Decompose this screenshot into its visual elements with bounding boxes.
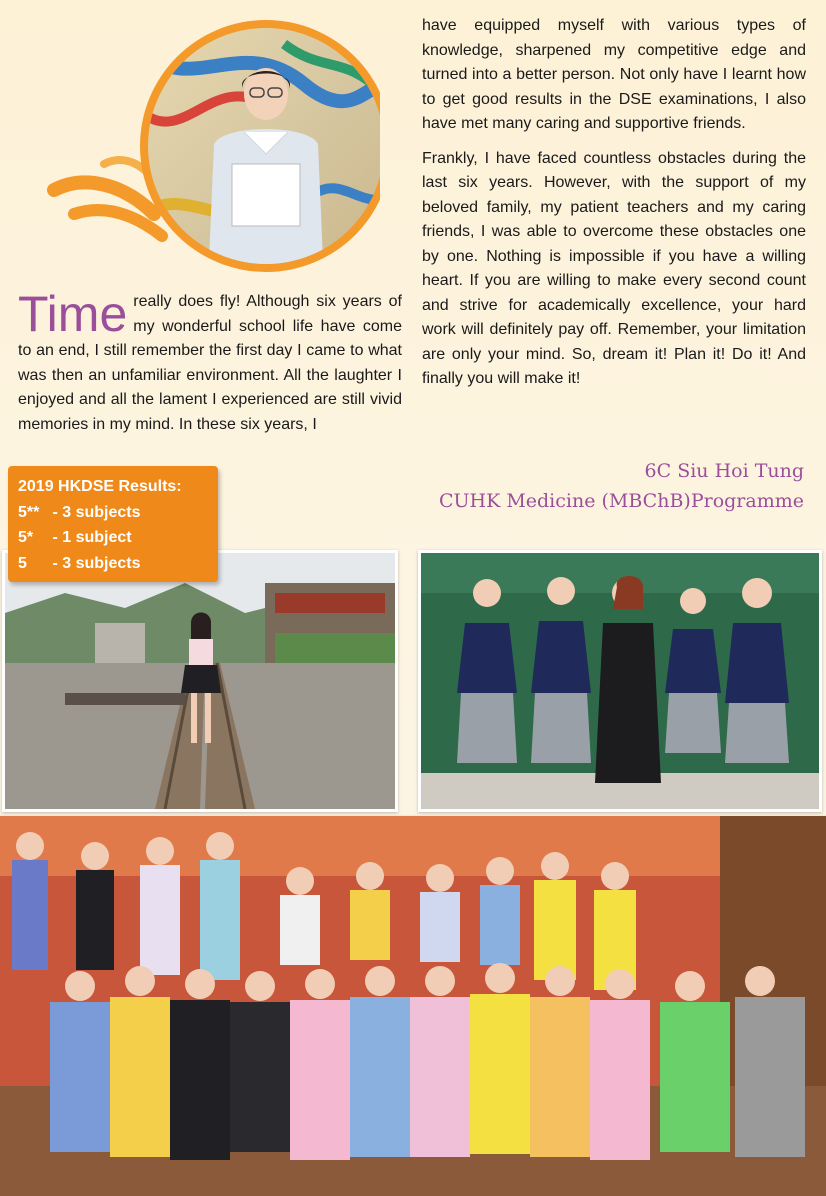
- portrait-photo: [44, 14, 380, 284]
- author-name: 6C Siu Hoi Tung: [644, 460, 804, 482]
- article-paragraph-2: Frankly, I have faced countless obstacles during the last six years. However, with the support of my beloved family, my patient teachers and my caring friends, I was able to overcome these obstacles one by one. Nothing is impossible if you have a willing heart. If you are willing to make every second count and strive for academically excellence, your hard work will definitely pay off. Remember, your limitation are only your mind. So, dream it! Plan it! Do it! And finally you will make it!: [422, 149, 806, 387]
- results-title: 2019 HKDSE Results:: [18, 478, 182, 495]
- result-row: [18, 500, 208, 526]
- result-grade: 5**: [18, 503, 40, 521]
- result-count: - 3 subjects: [52, 554, 141, 572]
- article-left-text: really does fly! Although six years of my wonderful school life have come to an end, I still remember the first day I came to what was then an unfamiliar environment. All the laughter I enjoyed and all the lament I experienced are still vivid memories in my mind. In these six years, I: [18, 293, 402, 433]
- result-count: - 3 subjects: [52, 503, 141, 521]
- article-paragraph-1: have equipped myself with various types of knowledge, sharpened my competitive edge and turned into a better person. Not only have I learnt how to get good results in the DSE examinations, I also have met many caring and supportive friends.: [422, 17, 806, 132]
- result-grade: 5: [18, 554, 27, 572]
- group-photo: [0, 816, 826, 1196]
- dropcap-word: Time: [18, 286, 128, 342]
- article-right-column: [422, 14, 806, 402]
- author-programme: CUHK Medicine (MBChB)Programme: [438, 490, 804, 512]
- result-grade: 5*: [18, 529, 34, 546]
- result-count: - 1 subject: [52, 529, 132, 546]
- railway-photo: [2, 550, 398, 812]
- results-box: [8, 466, 218, 582]
- result-row: [18, 551, 208, 577]
- result-row: [18, 525, 208, 551]
- article-left-column: [18, 286, 402, 437]
- teachers-photo: [418, 550, 822, 812]
